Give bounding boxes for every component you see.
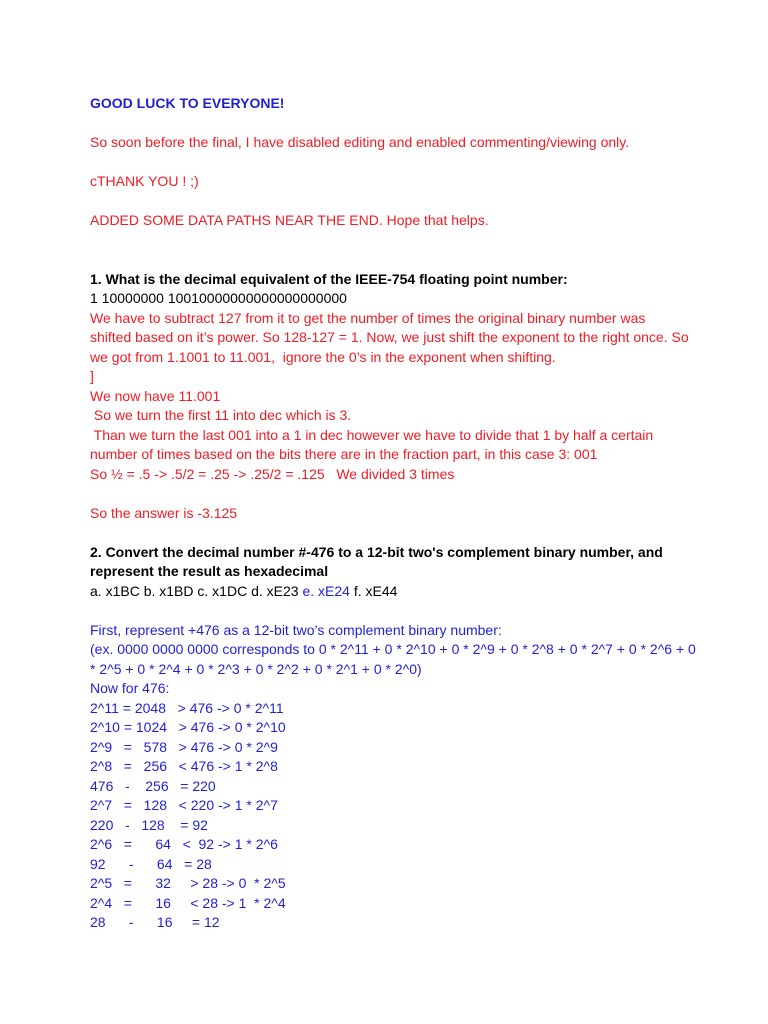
q2-work-line: 92 - 64 = 28	[90, 855, 212, 872]
q1-explanation-line: number of times based on the bits there are in the fraction part, in this case 3: 001	[90, 446, 598, 462]
question-2-title-line1: 2. Convert the decimal number #-476 to a 12-bit two's complement binary number, and	[90, 543, 663, 560]
q1-explanation-line: So we turn the first 11 into dec which is 3.	[90, 407, 352, 423]
document-page	[90, 94, 720, 933]
q2-work-line: Now for 476:	[90, 680, 170, 696]
q2-work-line: 2^9 = 578 > 476 -> 0 * 2^9	[90, 738, 278, 755]
q1-explanation-line: We have to subtract 127 from it to get the number of times the original binary number was	[90, 309, 646, 326]
q1-explanation-line: So ½ = .5 -> .5/2 = .25 -> .25/2 = .125 We divided 3 times	[90, 465, 455, 482]
option-b: b. x1BD	[143, 582, 198, 599]
note-editing-disabled: So soon before the final, I have disabled editing and enabled commenting/viewing only.	[90, 134, 630, 150]
option-d: d. xE23	[251, 582, 303, 599]
q2-work-line: 2^4 = 16 < 28 -> 1 * 2^4	[90, 894, 286, 911]
q2-work-line: 2^11 = 2048 > 476 -> 0 * 2^11	[90, 699, 284, 716]
q1-explanation-line: Than we turn the last 001 into a 1 in dec however we have to divide that 1 by half a certain	[90, 426, 654, 443]
q2-work-line: 2^5 = 32 > 28 -> 0 * 2^5	[90, 875, 286, 891]
q2-work-line: First, represent +476 as a 12-bit two’s complement binary number:	[90, 621, 502, 638]
question-1-title: 1. What is the decimal equivalent of the IEEE-754 floating point number:	[90, 270, 568, 287]
q2-work-line: 2^8 = 256 < 476 -> 1 * 2^8	[90, 758, 278, 774]
q2-work-line: 28 - 16 = 12	[90, 914, 220, 930]
q2-work-line: 476 - 256 = 220	[90, 777, 216, 794]
q1-explanation-line: We now have 11.001	[90, 387, 221, 404]
option-f: f. xE44	[353, 582, 398, 599]
q1-explanation-line: we got from 1.1001 to 11.001, ignore the 0’s in the exponent when shifting.	[90, 348, 556, 365]
q1-explanation-line: shifted based on it’s power. So 128-127 = 1. Now, we just shift the exponent to the right once. So	[90, 329, 689, 345]
option-e-correct: e. xE24	[302, 582, 354, 599]
question-2-title-line2: represent the result as hexadecimal	[90, 563, 329, 579]
question-2	[90, 543, 720, 933]
q2-work-line: (ex. 0000 0000 0000 corresponds to 0 * 2^11 + 0 * 2^10 + 0 * 2^9 + 0 * 2^8 + 0 * 2^7 + 0 * 2^6 + 0	[90, 641, 696, 657]
q1-explanation-line: ]	[90, 368, 94, 384]
question-2-options	[90, 582, 720, 602]
q2-work-line: 220 - 128 = 92	[90, 816, 208, 833]
q2-work-line: 2^7 = 128 < 220 -> 1 * 2^7	[90, 797, 278, 813]
q2-work-line: 2^10 = 1024 > 476 -> 0 * 2^10	[90, 719, 286, 735]
note-thank-you: cTHANK YOU ! ;)	[90, 173, 199, 189]
q2-work-line: * 2^5 + 0 * 2^4 + 0 * 2^3 + 0 * 2^2 + 0 * 2^1 + 0 * 2^0)	[90, 660, 422, 677]
option-a: a. x1BC	[90, 582, 144, 599]
option-c: c. x1DC	[197, 582, 252, 599]
note-data-paths: ADDED SOME DATA PATHS NEAR THE END. Hope that helps.	[90, 212, 489, 228]
q2-work-line: 2^6 = 64 < 92 -> 1 * 2^6	[90, 836, 278, 852]
question-1-number: 1 10000000 10010000000000000000000	[90, 290, 347, 306]
question-1	[90, 270, 720, 524]
page-title: GOOD LUCK TO EVERYONE!	[90, 95, 285, 111]
question-1-answer: So the answer is -3.125	[90, 504, 238, 521]
